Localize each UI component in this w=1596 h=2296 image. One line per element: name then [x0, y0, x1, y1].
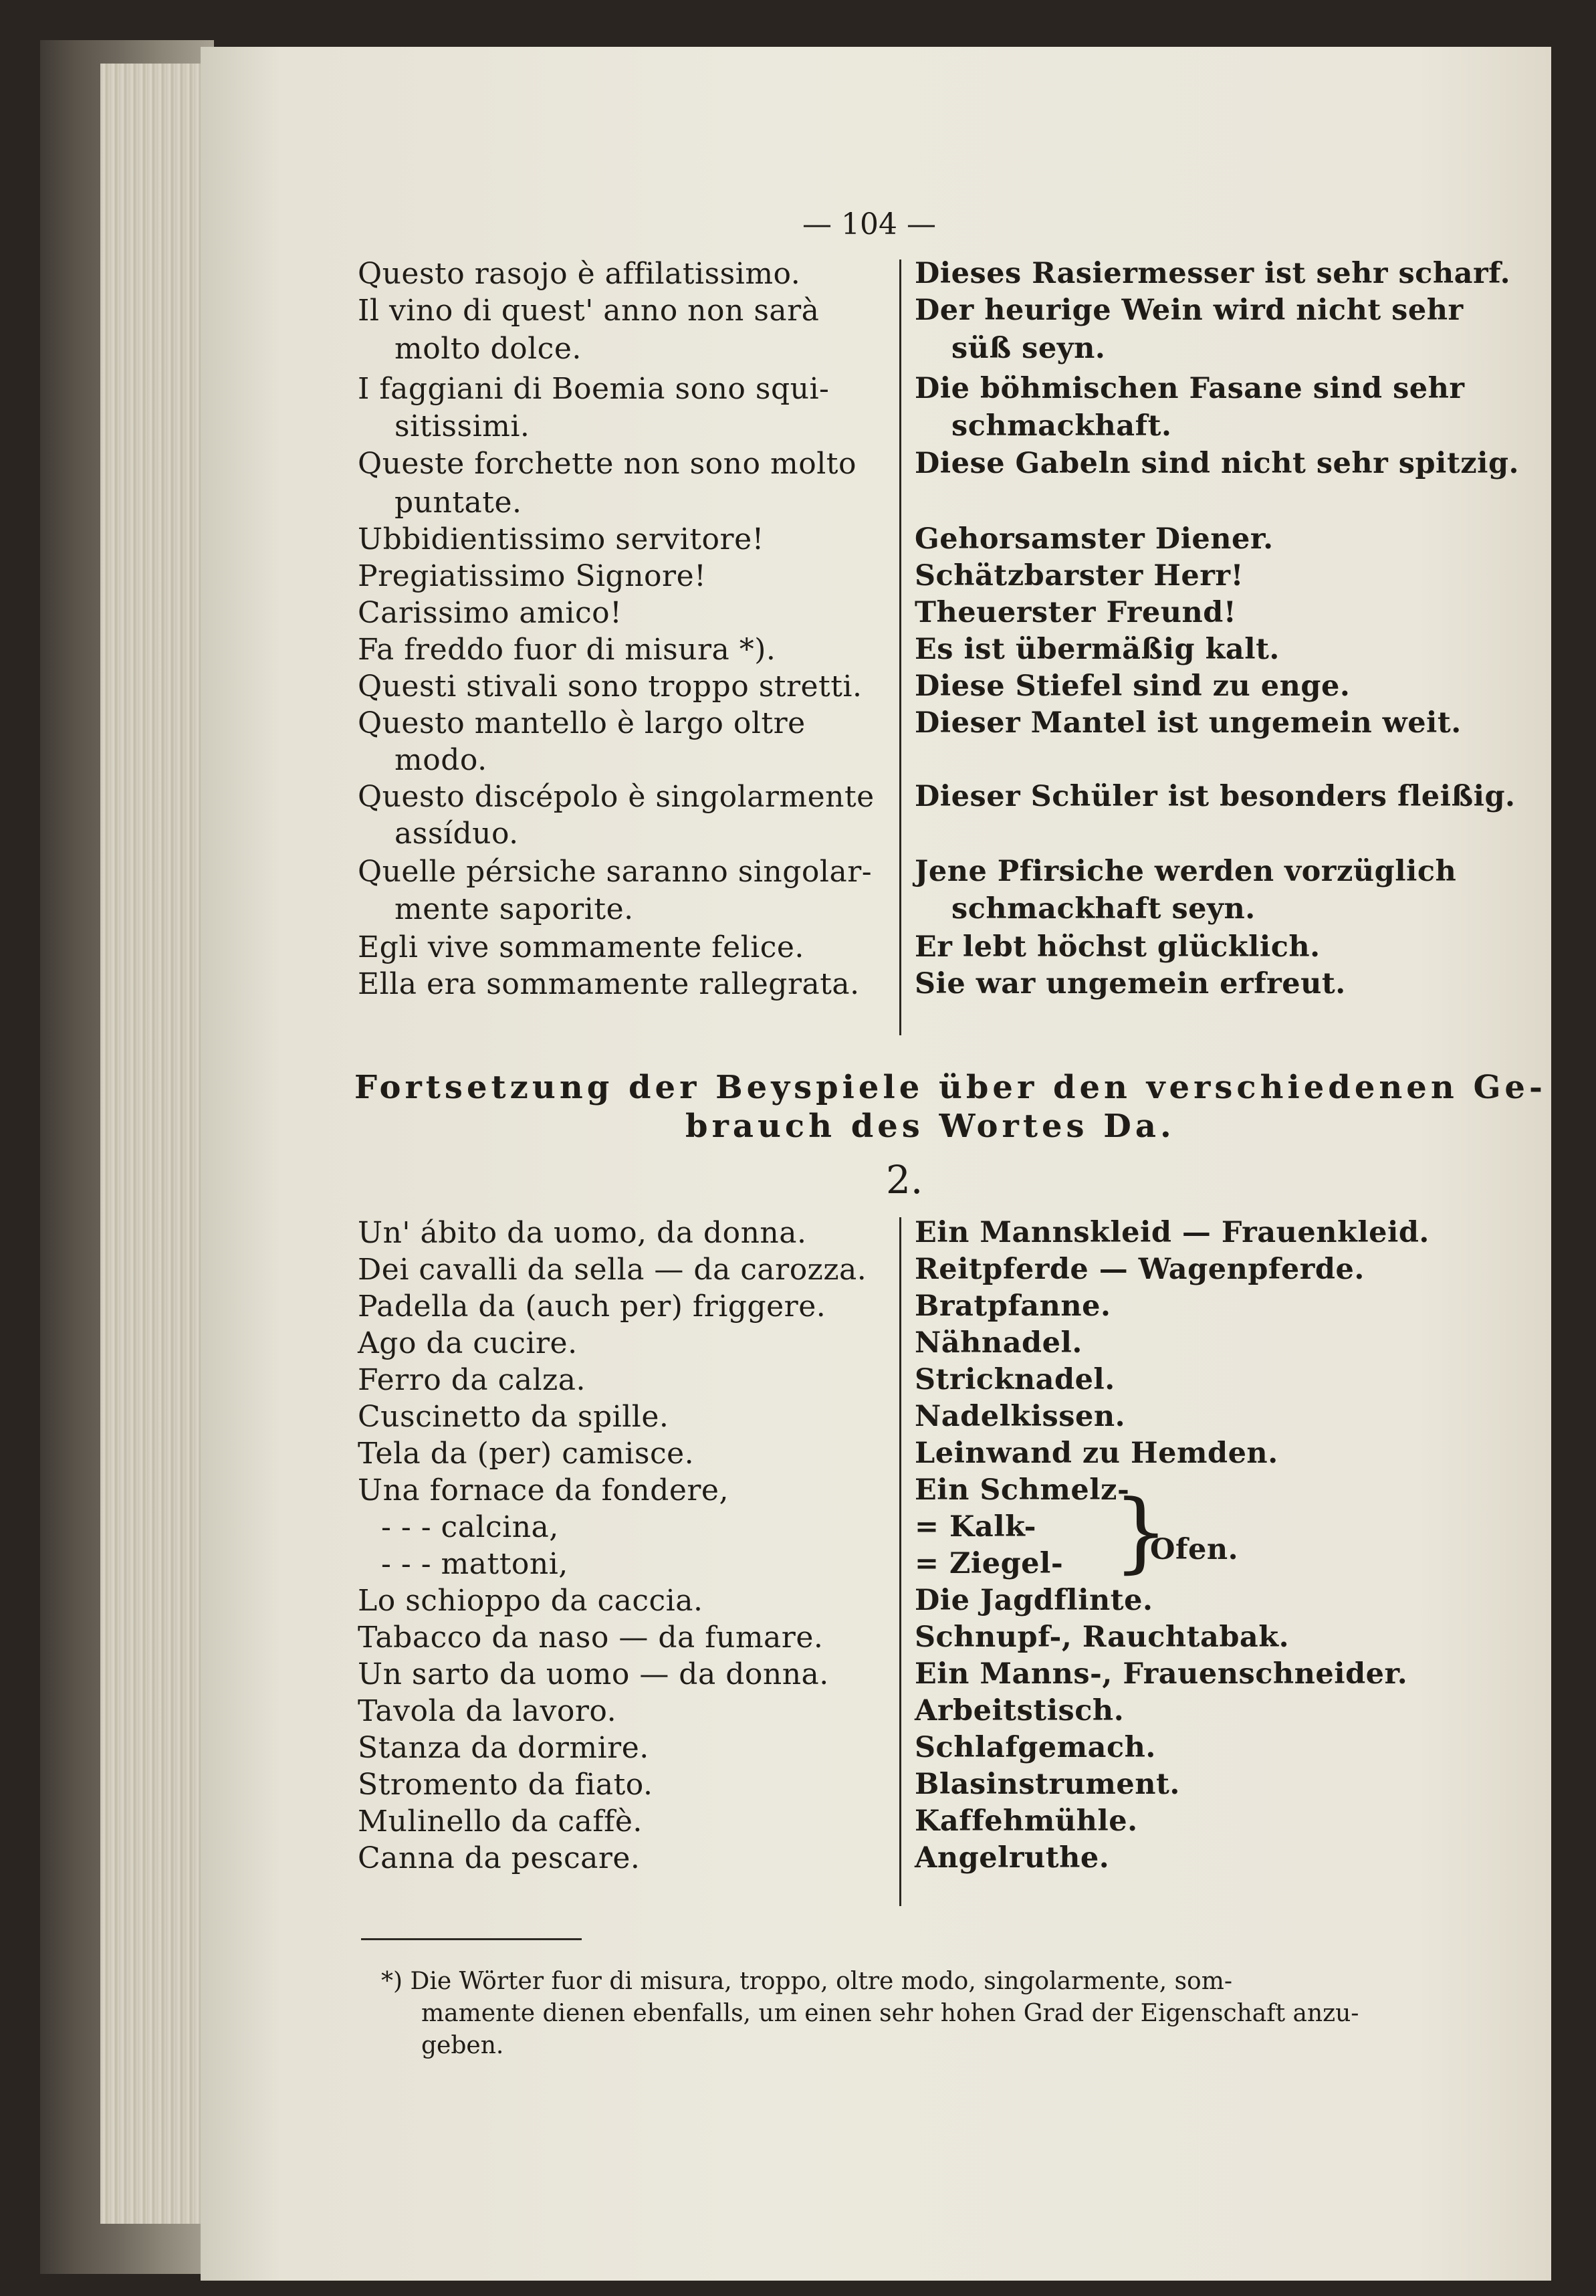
section1-german-line: Gehorsamster Diener. [915, 522, 1274, 556]
section1-italian-line: Ubbidientissimo servitore! [358, 522, 764, 556]
section1-german-line: Dieser Mantel ist ungemein weit. [915, 706, 1462, 740]
section2-german-line: Ein Manns-, Frauenschneider. [915, 1657, 1408, 1691]
section2-german-line: Angelruthe. [915, 1841, 1110, 1875]
section1-german-line: schmackhaft seyn. [951, 892, 1256, 926]
section2-italian-line: Ago da cucire. [358, 1326, 578, 1360]
section2-german-line: Blasinstrument. [915, 1768, 1180, 1801]
section1-german-line: Es ist übermäßig kalt. [915, 633, 1280, 666]
section1-italian-line: puntate. [394, 486, 522, 520]
section1-italian-line: Il vino di quest' anno non sarà [358, 294, 820, 328]
column-divider-1 [899, 259, 901, 1035]
section2-italian-line: - - - calcina, [381, 1510, 559, 1544]
section2-italian-line: Un' ábito da uomo, da donna. [358, 1216, 807, 1250]
section2-german-line: Schlafgemach. [915, 1731, 1156, 1764]
section1-german-line: Sie war ungemein erfreut. [915, 967, 1346, 1001]
section2-italian-line: Stromento da fiato. [358, 1768, 653, 1802]
section1-italian-line: Ella era sommamente rallegrata. [358, 967, 860, 1001]
section2-italian-line: Una fornace da fondere, [358, 1473, 729, 1507]
section1-italian-line: Questo discépolo è singolarmente [358, 780, 875, 814]
section2-german-line: = Ziegel- [915, 1547, 1064, 1580]
page-number: — 104 — [802, 207, 936, 241]
section2-german-line: = Kalk- [915, 1510, 1036, 1544]
section1-german-line: Er lebt höchst glücklich. [915, 930, 1321, 964]
section2-italian-line: Mulinello da caffè. [358, 1804, 643, 1839]
section2-german-line: Nadelkissen. [915, 1400, 1126, 1433]
column-divider-2 [899, 1217, 901, 1906]
section2-german-line: Reitpferde — Wagenpferde. [915, 1253, 1365, 1286]
section1-italian-line: Questi stivali sono troppo stretti. [358, 669, 863, 704]
section2-german-line: Ein Schmelz- [915, 1473, 1130, 1507]
section1-german-line: Diese Stiefel sind zu enge. [915, 669, 1351, 703]
section1-german-line: Der heurige Wein wird nicht sehr [915, 294, 1464, 327]
section1-italian-line: Questo rasojo è affilatissimo. [358, 257, 801, 291]
section2-german-line: Leinwand zu Hemden. [915, 1437, 1278, 1470]
section1-italian-line: molto dolce. [394, 332, 582, 366]
section1-german-line: Jene Pfirsiche werden vorzüglich [915, 855, 1457, 888]
section2-italian-line: Dei cavalli da sella — da carozza. [358, 1253, 867, 1287]
section1-german-line: süß seyn. [951, 332, 1106, 365]
section2-italian-line: Tavola da lavoro. [358, 1694, 617, 1728]
section1-italian-line: Questo mantello è largo oltre [358, 706, 806, 740]
section2-italian-line: Padella da (auch per) friggere. [358, 1289, 826, 1324]
section2-italian-line: Tela da (per) camisce. [358, 1437, 695, 1471]
section2-german-line: Stricknadel. [915, 1363, 1115, 1396]
section2-italian-line: Cuscinetto da spille. [358, 1400, 669, 1434]
section2-german-line: Die Jagdflinte. [915, 1584, 1153, 1617]
section1-german-line: Die böhmischen Fasane sind sehr [915, 372, 1465, 405]
section2-german-line: Arbeitstisch. [915, 1694, 1125, 1728]
footnote-line-3: geben. [421, 2032, 504, 2059]
section1-italian-line: Quelle pérsiche saranno singolar- [358, 855, 873, 889]
section1-italian-line: assíduo. [394, 817, 519, 851]
section1-german-line: Diese Gabeln sind nicht sehr spitzig. [915, 447, 1520, 480]
section2-italian-line: - - - mattoni, [381, 1547, 568, 1581]
section1-italian-line: Fa freddo fuor di misura *). [358, 633, 776, 667]
section2-italian-line: Stanza da dormire. [358, 1731, 649, 1765]
section1-italian-line: Egli vive sommamente felice. [358, 930, 804, 964]
section1-german-line: schmackhaft. [951, 409, 1172, 443]
footnote-line-1: *) Die Wörter fuor di misura, troppo, oltre modo, singolarmente, som- [381, 1968, 1233, 1995]
section2-italian-line: Un sarto da uomo — da donna. [358, 1657, 829, 1691]
section-heading-line1: Fortsetzung der Beyspiele über den verschiedenen Ge- [354, 1069, 1547, 1106]
section2-italian-line: Canna da pescare. [358, 1841, 641, 1875]
section1-german-line: Dieses Rasiermesser ist sehr scharf. [915, 257, 1511, 290]
section1-german-line: Schätzbarster Herr! [915, 559, 1244, 593]
section2-german-line: Nähnadel. [915, 1326, 1082, 1360]
section2-german-line: Bratpfanne. [915, 1289, 1111, 1323]
ofen-label: Ofen. [1150, 1533, 1239, 1566]
section1-italian-line: modo. [394, 743, 487, 777]
footnote-rule [361, 1938, 582, 1940]
section2-german-line: Schnupf-, Rauchtabak. [915, 1621, 1290, 1654]
section1-italian-line: Carissimo amico! [358, 596, 622, 630]
furnace-brace: } [1113, 1481, 1169, 1582]
section2-german-line: Ein Mannskleid — Frauenkleid. [915, 1216, 1430, 1249]
section-heading-line2: brauch des Wortes Da. [685, 1108, 1175, 1145]
section1-italian-line: I faggiani di Boemia sono squi- [358, 372, 830, 406]
section1-german-line: Dieser Schüler ist besonders fleißig. [915, 780, 1516, 813]
section1-italian-line: Queste forchette non sono molto [358, 447, 857, 481]
footnote-line-2: mamente dienen ebenfalls, um einen sehr hohen Grad der Eigenschaft anzu- [421, 2000, 1359, 2027]
section1-italian-line: Pregiatissimo Signore! [358, 559, 707, 593]
section2-italian-line: Lo schioppo da caccia. [358, 1584, 703, 1618]
section2-german-line: Kaffehmühle. [915, 1804, 1138, 1838]
section2-italian-line: Ferro da calza. [358, 1363, 586, 1397]
section1-italian-line: mente saporite. [394, 892, 634, 926]
section1-german-line: Theuerster Freund! [915, 596, 1237, 629]
section2-italian-line: Tabacco da naso — da fumare. [358, 1621, 824, 1655]
section-number: 2. [886, 1157, 923, 1203]
section1-italian-line: sitissimi. [394, 409, 530, 443]
